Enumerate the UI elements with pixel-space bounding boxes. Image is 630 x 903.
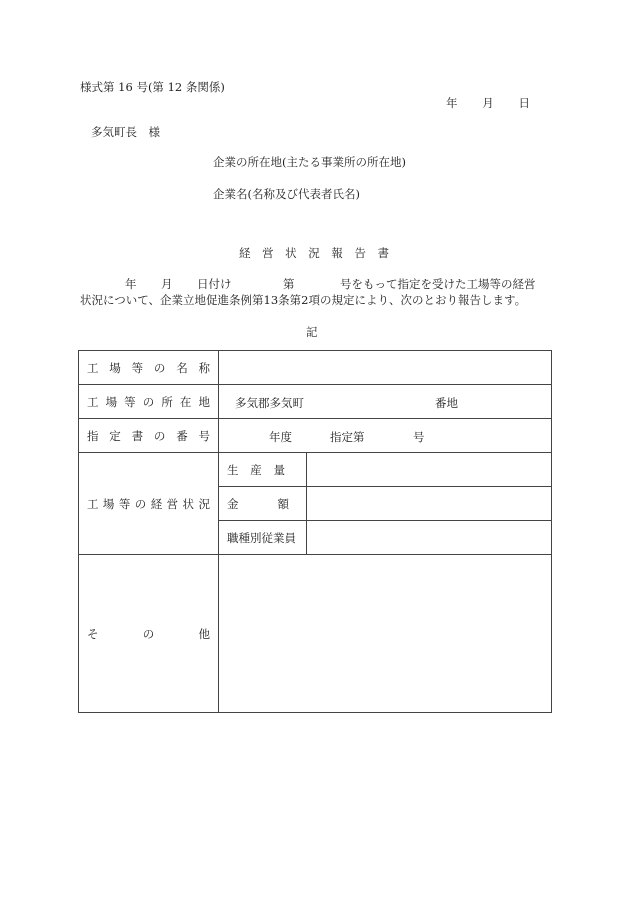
label-char: 場 (105, 394, 118, 409)
label-char: そ (87, 626, 99, 641)
label-char: 他 (198, 626, 210, 641)
title-char: 営 (262, 246, 274, 260)
title-char: 況 (308, 246, 320, 260)
other-field[interactable] (219, 555, 552, 713)
label-char: 工 (87, 496, 99, 511)
label-char: 等 (124, 394, 136, 409)
label-char: 産 (250, 462, 262, 477)
management-label (79, 453, 219, 555)
body-year: 年 (125, 277, 137, 291)
label-char: 量 (273, 462, 285, 477)
amount-label (219, 487, 307, 521)
date-day-char: 日 (518, 96, 530, 110)
document-title (239, 245, 389, 261)
date-line (446, 95, 530, 111)
label-char: 定 (109, 428, 121, 443)
employees-field[interactable] (307, 521, 552, 555)
label-char: 工 (87, 394, 99, 409)
factory-location-field[interactable] (219, 385, 552, 419)
factory-name-label (79, 351, 219, 385)
other-label (79, 555, 219, 713)
label-char: 工 (87, 360, 99, 375)
addressee: 多気町長 様 (91, 125, 160, 139)
table-row (79, 453, 552, 487)
designation-label (79, 419, 219, 453)
company-location-label: 企業の所在地(主たる事業所の所在地) (213, 155, 406, 169)
label-char: 指 (87, 428, 99, 443)
table-row (79, 351, 552, 385)
label-char: 等 (118, 496, 131, 511)
label-char: 番 (176, 428, 188, 443)
employees-label: 職種別従業員 (219, 521, 307, 555)
label-char: の (142, 394, 155, 409)
factory-location-label (79, 385, 219, 419)
company-name-label: 企業名(名称及び代表者氏名) (213, 187, 360, 201)
label-char: 金 (227, 496, 239, 511)
date-month-char: 月 (482, 96, 494, 110)
body-line1-rest: 号をもって指定を受けた工場等の経営 (340, 277, 536, 291)
designation-nendo: 年度 (269, 430, 292, 444)
label-char: 経 (150, 496, 163, 511)
label-char: 生 (227, 462, 239, 477)
title-char: 報 (331, 246, 343, 260)
table-row (79, 555, 552, 713)
factory-location-value: 多気郡多気町 (235, 396, 304, 410)
label-char: の (153, 360, 166, 375)
label-char: 書 (131, 428, 144, 443)
label-char: 所 (161, 394, 173, 409)
designation-dai: 指定第 (330, 430, 365, 444)
label-char: 額 (277, 496, 289, 511)
label-char: 営 (166, 496, 179, 511)
amount-field[interactable] (307, 487, 552, 521)
production-field[interactable] (307, 453, 552, 487)
label-char: 在 (179, 394, 192, 409)
body-dai: 第 (283, 277, 295, 291)
label-char: の (134, 496, 147, 511)
report-table (78, 350, 552, 713)
label-char: 号 (198, 428, 210, 443)
label-char: の (142, 626, 155, 641)
label-char: 場 (102, 496, 115, 511)
factory-name-field[interactable] (219, 351, 552, 385)
production-label (219, 453, 307, 487)
label-char: 等 (131, 360, 144, 375)
label-char: 称 (198, 360, 210, 375)
title-char: 経 (239, 246, 251, 260)
body-dated: 日付け (197, 277, 232, 291)
body-line2: 状況について、企業立地促進条例第13条第2項の規定により、次のとおり報告します。 (80, 293, 527, 307)
label-char: 場 (109, 360, 121, 375)
form-number: 様式第 16 号(第 12 条関係) (80, 80, 225, 94)
factory-location-suffix: 番地 (435, 396, 458, 410)
label-char: の (153, 428, 166, 443)
label-char: 地 (198, 394, 210, 409)
ki-mark: 記 (306, 325, 318, 339)
label-char: 名 (176, 360, 188, 375)
date-year-char: 年 (446, 96, 458, 110)
title-char: 状 (285, 246, 297, 260)
table-row (79, 385, 552, 419)
title-char: 書 (377, 246, 389, 260)
label-char: 状 (182, 496, 195, 511)
body-month: 月 (161, 277, 173, 291)
designation-field[interactable] (219, 419, 552, 453)
designation-go: 号 (413, 430, 425, 444)
title-char: 告 (354, 246, 366, 260)
label-char: 況 (198, 496, 210, 511)
table-row (79, 419, 552, 453)
